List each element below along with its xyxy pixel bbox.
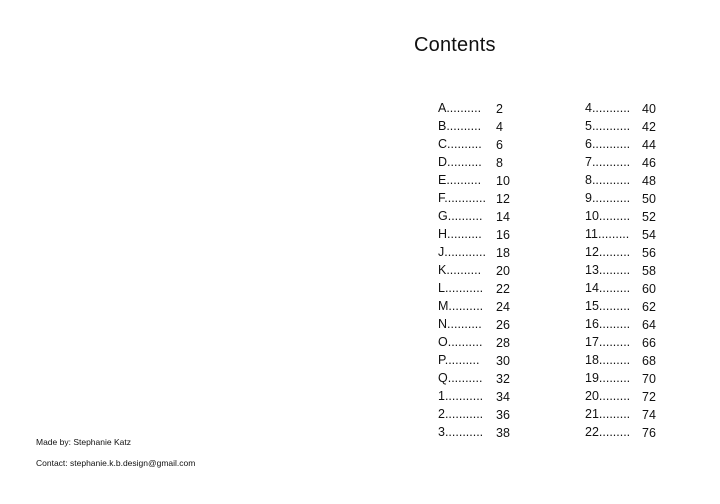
- toc-entry-label: L...........: [438, 281, 484, 295]
- toc-entry-page-number: 24: [496, 300, 510, 314]
- toc-entry-page-number: 20: [496, 264, 510, 278]
- toc-entry-label: D..........: [438, 155, 482, 169]
- toc-entry-label: A..........: [438, 101, 482, 115]
- toc-entry-label: 9...........: [585, 191, 631, 205]
- toc-entry-label: P..........: [438, 353, 480, 367]
- toc-entry-page-number: 50: [642, 192, 656, 206]
- toc-entry-label: 2...........: [438, 407, 484, 421]
- toc-entry-page-number: 2: [496, 102, 503, 116]
- toc-entry-label: E..........: [438, 173, 482, 187]
- toc-entry-page-number: 4: [496, 120, 503, 134]
- toc-entry-page-number: 76: [642, 426, 656, 440]
- toc-entry-page-number: 66: [642, 336, 656, 350]
- toc-entry-page-number: 18: [496, 246, 510, 260]
- toc-entry-label: 22.........: [585, 425, 631, 439]
- toc-entry-page-number: 52: [642, 210, 656, 224]
- toc-entry-label: 12.........: [585, 245, 631, 259]
- page-title: Contents: [414, 34, 496, 56]
- toc-entry-label: 19.........: [585, 371, 631, 385]
- toc-entry-label: 21.........: [585, 407, 631, 421]
- toc-entry-page-number: 40: [642, 102, 656, 116]
- toc-entry-label: Q..........: [438, 371, 483, 385]
- toc-entry-label: 11.........: [585, 227, 630, 241]
- toc-entry-label: 6...........: [585, 137, 631, 151]
- toc-entry-label: 18.........: [585, 353, 631, 367]
- toc-entry-page-number: 12: [496, 192, 510, 206]
- toc-entry-label: B..........: [438, 119, 482, 133]
- toc-entry-label: 20.........: [585, 389, 631, 403]
- toc-entry-page-number: 46: [642, 156, 656, 170]
- toc-entry-page-number: 62: [642, 300, 656, 314]
- toc-entry-page-number: 72: [642, 390, 656, 404]
- toc-entry-page-number: 42: [642, 120, 656, 134]
- toc-entry-label: J............: [438, 245, 486, 259]
- toc-entry-page-number: 54: [642, 228, 656, 242]
- toc-entry-page-number: 38: [496, 426, 510, 440]
- toc-entry-label: C..........: [438, 137, 482, 151]
- toc-entry-page-number: 32: [496, 372, 510, 386]
- toc-entry-label: 5...........: [585, 119, 631, 133]
- toc-entry-page-number: 30: [496, 354, 510, 368]
- toc-entry-page-number: 74: [642, 408, 656, 422]
- toc-entry-label: H..........: [438, 227, 482, 241]
- made-by-text: Made by: Stephanie Katz: [36, 437, 131, 447]
- toc-entry-label: 17.........: [585, 335, 631, 349]
- toc-entry-page-number: 58: [642, 264, 656, 278]
- toc-entry-label: G..........: [438, 209, 483, 223]
- toc-entry-page-number: 70: [642, 372, 656, 386]
- toc-entry-label: 7...........: [585, 155, 631, 169]
- toc-entry-label: 14.........: [585, 281, 631, 295]
- toc-entry-label: 13.........: [585, 263, 631, 277]
- toc-entry-page-number: 8: [496, 156, 503, 170]
- toc-entry-label: M..........: [438, 299, 484, 313]
- toc-entry-page-number: 60: [642, 282, 656, 296]
- toc-entry-label: K..........: [438, 263, 482, 277]
- toc-entry-label: 3...........: [438, 425, 484, 439]
- toc-entry-label: 10.........: [585, 209, 631, 223]
- toc-entry-page-number: 14: [496, 210, 510, 224]
- toc-entry-label: F............: [438, 191, 486, 205]
- toc-entry-label: 8...........: [585, 173, 631, 187]
- contact-text: Contact: stephanie.k.b.design@gmail.com: [36, 458, 196, 468]
- credits: [36, 436, 195, 478]
- toc-entry-page-number: 6: [496, 138, 503, 152]
- toc-entry-label: O..........: [438, 335, 483, 349]
- toc-entry-page-number: 28: [496, 336, 510, 350]
- toc-entry-label: 4...........: [585, 101, 631, 115]
- toc-entry-page-number: 22: [496, 282, 510, 296]
- toc-entry-page-number: 36: [496, 408, 510, 422]
- toc-entry-label: N..........: [438, 317, 482, 331]
- toc-entry-page-number: 56: [642, 246, 656, 260]
- toc-entry-label: 16.........: [585, 317, 631, 331]
- toc-entry-page-number: 26: [496, 318, 510, 332]
- toc-entry-page-number: 44: [642, 138, 656, 152]
- toc-entry-page-number: 10: [496, 174, 510, 188]
- toc-entry-page-number: 68: [642, 354, 656, 368]
- toc-entry-page-number: 16: [496, 228, 510, 242]
- toc-entry-page-number: 48: [642, 174, 656, 188]
- toc-entry-page-number: 34: [496, 390, 510, 404]
- toc-entry-page-number: 64: [642, 318, 656, 332]
- toc-entry-label: 15.........: [585, 299, 631, 313]
- toc-entry-label: 1...........: [438, 389, 484, 403]
